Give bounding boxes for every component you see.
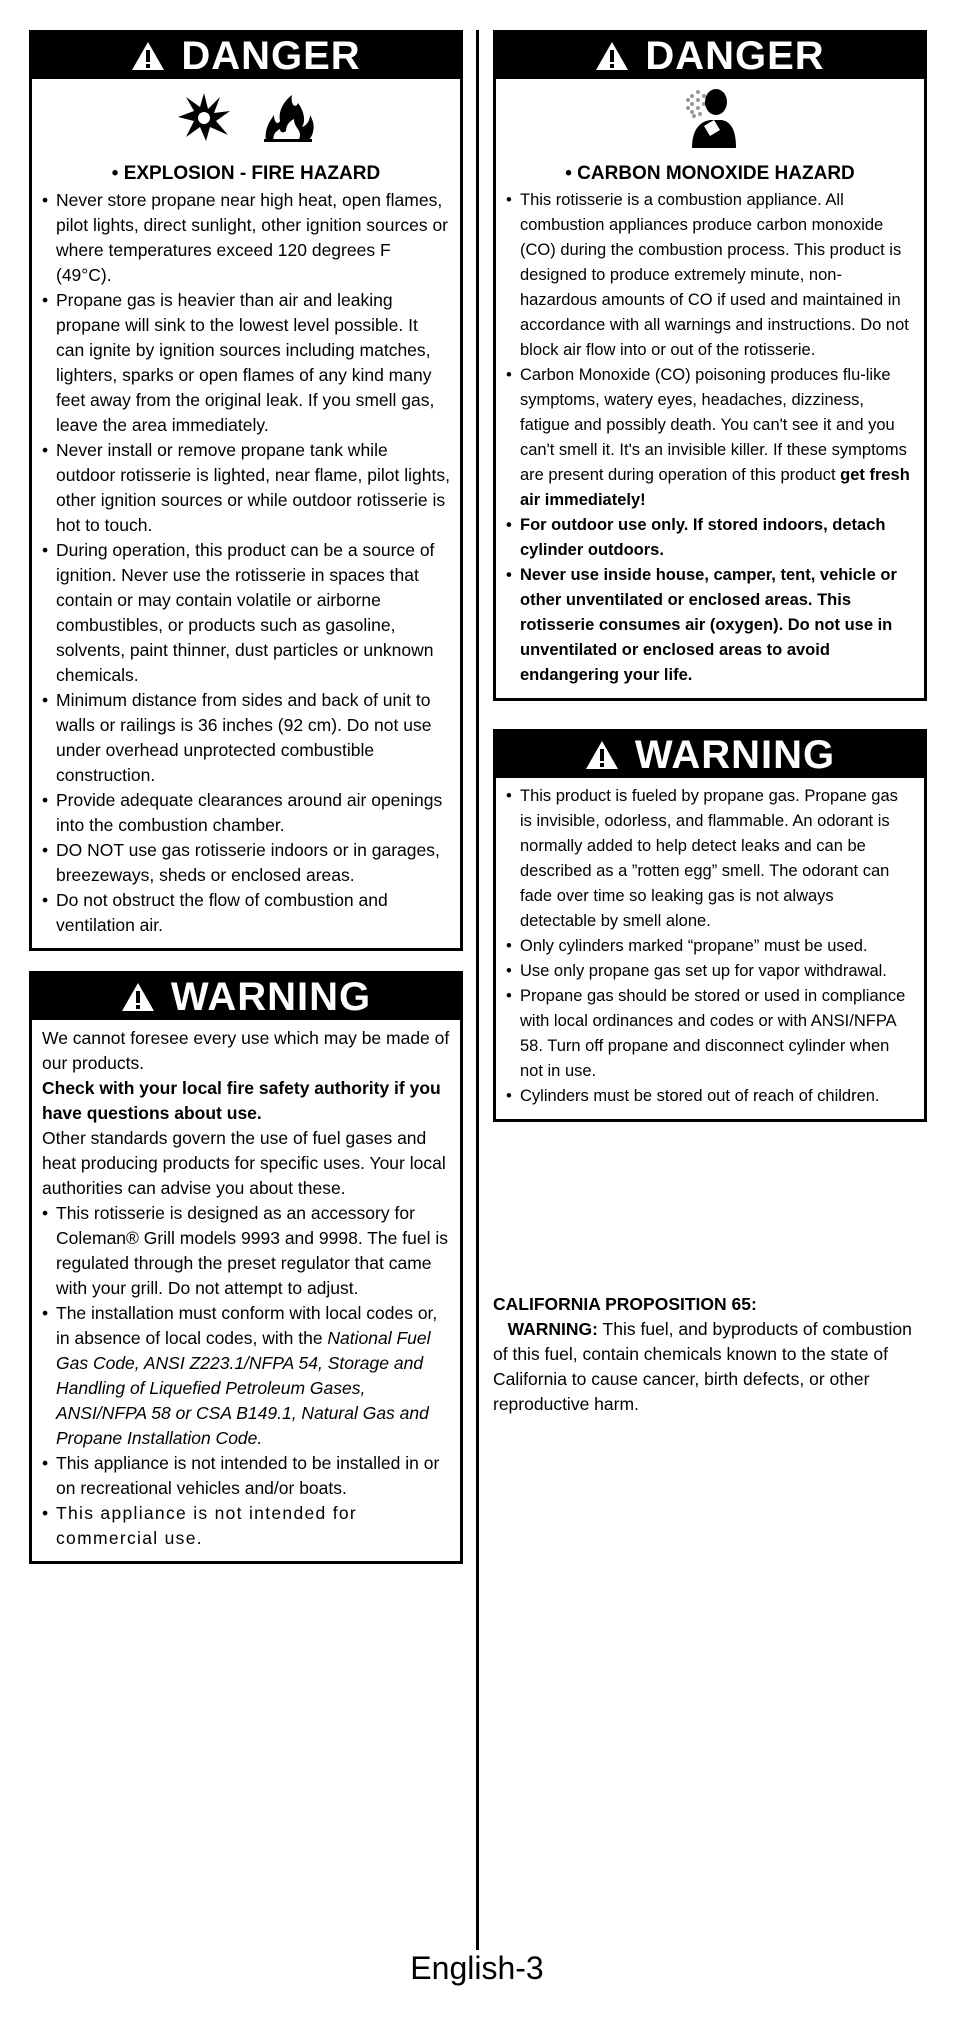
- hazard-title: • CARBON MONOXIDE HAZARD: [565, 163, 855, 184]
- person-fumes-icon: [684, 86, 736, 148]
- warning-header: [32, 974, 460, 1020]
- list-item: • This appliance is not intended to be installed in or on recreational vehicles and/or boats.: [42, 1451, 450, 1501]
- warning-intro: We cannot foresee every use which may be made of our products.: [42, 1028, 450, 1073]
- alert-triangle-icon: [595, 41, 629, 71]
- list-item: • Minimum distance from sides and back of unit to walls or railings is 36 inches (92 cm). Do not use under overhead unprotected combustible construction.: [42, 688, 450, 788]
- prop65-body: This fuel, and byproducts of combustion of this fuel, contain chemicals known to the state of California to cause cancer, birth defects, or other reproductive harm.: [493, 1319, 912, 1414]
- danger-explosion-box: [29, 30, 463, 951]
- list-item: • DO NOT use gas rotisserie indoors or in garages, breezeways, sheds or enclosed areas.: [42, 838, 450, 888]
- list-item: • Do not obstruct the flow of combustion and ventilation air.: [42, 888, 450, 938]
- list-item: • Never store propane near high heat, open flames, pilot lights, direct sunlight, other ignition sources or where temperatures exceed 120 degrees F (49°C).: [42, 188, 450, 288]
- warning-intro-2: Other standards govern the use of fuel gases and heat producing products for specific uses. Your local authorities can advise you about these.: [42, 1128, 446, 1198]
- danger-header-text: DANGER: [645, 34, 825, 78]
- list-item: • Only cylinders marked “propane” must be used.: [506, 934, 914, 959]
- warning-intro-bold: Check with your local fire safety authority if you have questions about use.: [42, 1078, 441, 1123]
- warning-header-text: WARNING: [634, 733, 836, 777]
- warning-header: [496, 732, 924, 778]
- list-item-text: Carbon Monoxide (CO) poisoning produces flu-like symptoms, watery eyes, headaches, dizziness, fatigue and possibly death. You can't see it and you can't smell it. It's an invisible killer. If these symptoms are present during operation of this product: [520, 366, 907, 484]
- explosion-icon: [176, 91, 232, 143]
- hazard-title: • EXPLOSION - FIRE HAZARD: [111, 163, 381, 184]
- prop65-title: CALIFORNIA PROPOSITION 65:: [493, 1294, 757, 1314]
- hazard-pictograms: [496, 79, 924, 147]
- warning-propane-box: [493, 729, 927, 1122]
- list-item: • Propane gas should be stored or used in compliance with local ordinances and codes or with ANSI/NFPA 58. Turn off propane and disconnect cylinder when not in use.: [506, 984, 914, 1084]
- standards-reference: National Fuel Gas Code, ANSI Z223.1/NFPA 54, Storage and Handling of Liquefied Petroleum Gases, ANSI/NFPA 58 or CSA B149.1, Natural Gas and Propane Installation Code.: [56, 1328, 431, 1448]
- danger-header: [496, 33, 924, 79]
- warning-header-text: WARNING: [170, 975, 372, 1019]
- list-item: • This rotisserie is a combustion appliance. All combustion appliances produce carbon monoxide (CO) during the combustion process. This product is designed to produce extremely minute, non-hazardous amounts of CO if used and maintained in accordance with all warnings and instructions. Do not block air flow into or out of the rotisserie.: [506, 188, 914, 363]
- list-item: • Provide adequate clearances around air openings into the combustion chamber.: [42, 788, 450, 838]
- list-item: [42, 1301, 450, 1451]
- danger-explosion-list: [42, 188, 450, 938]
- prop65-section: [493, 1292, 913, 1417]
- list-item: • Never use inside house, camper, tent, vehicle or other unventilated or enclosed areas. This rotisserie consumes air (oxygen). Do not use in unventilated or enclosed areas to avoid endangering your life.: [506, 563, 914, 688]
- warning-use-box: [29, 971, 463, 1564]
- list-item: • Cylinders must be stored out of reach of children.: [506, 1084, 914, 1109]
- hazard-pictograms: [32, 79, 460, 147]
- fire-icon: [260, 91, 316, 143]
- page-footer: English-3: [410, 1950, 544, 1986]
- warning-use-list: [42, 1201, 450, 1551]
- column-divider: [476, 30, 479, 1950]
- list-item: • For outdoor use only. If stored indoors, detach cylinder outdoors.: [506, 513, 914, 563]
- danger-co-list: [506, 188, 914, 688]
- prop65-warning-label: WARNING:: [507, 1319, 598, 1339]
- list-item: • This rotisserie is designed as an accessory for Coleman® Grill models 9993 and 9998. The fuel is regulated through the preset regulator that came with your grill. Do not attempt to adjust.: [42, 1201, 450, 1301]
- list-item-text: The installation must conform with local codes or, in absence of local codes, with the: [56, 1303, 438, 1348]
- alert-triangle-icon: [585, 740, 619, 770]
- prop65-text: [493, 1317, 913, 1417]
- danger-co-box: [493, 30, 927, 701]
- list-item: • Use only propane gas set up for vapor withdrawal.: [506, 959, 914, 984]
- list-item: [506, 363, 914, 513]
- alert-triangle-icon: [131, 41, 165, 71]
- list-item: • During operation, this product can be a source of ignition. Never use the rotisserie in spaces that contain or may contain volatile or airborne combustibles, or products such as gasoline, solvents, paint thinner, dust particles or unknown chemicals.: [42, 538, 450, 688]
- danger-header: [32, 33, 460, 79]
- warning-propane-list: [506, 784, 914, 1109]
- danger-header-text: DANGER: [181, 34, 361, 78]
- list-item-emphasis: get fresh air immediately!: [520, 466, 910, 509]
- alert-triangle-icon: [121, 982, 155, 1012]
- list-item: • This product is fueled by propane gas. Propane gas is invisible, odorless, and flammable. An odorant is normally added to help detect leaks and can be described as a ”rotten egg” smell. The odorant can fade over time so leaking gas is not always detectable by smell alone.: [506, 784, 914, 934]
- list-item: • Never install or remove propane tank while outdoor rotisserie is lighted, near flame, pilot lights, other ignition sources or while outdoor rotisserie is hot to touch.: [42, 438, 450, 538]
- left-column: [29, 30, 463, 1564]
- list-item: • Propane gas is heavier than air and leaking propane will sink to the lowest level possible. It can ignite by ignition sources including matches, lighters, sparks or open flames of any kind many feet away from the original leak. If you smell gas, leave the area immediately.: [42, 288, 450, 438]
- list-item: • This appliance is not intended for commercial use.: [42, 1501, 450, 1551]
- right-column: [493, 30, 927, 1122]
